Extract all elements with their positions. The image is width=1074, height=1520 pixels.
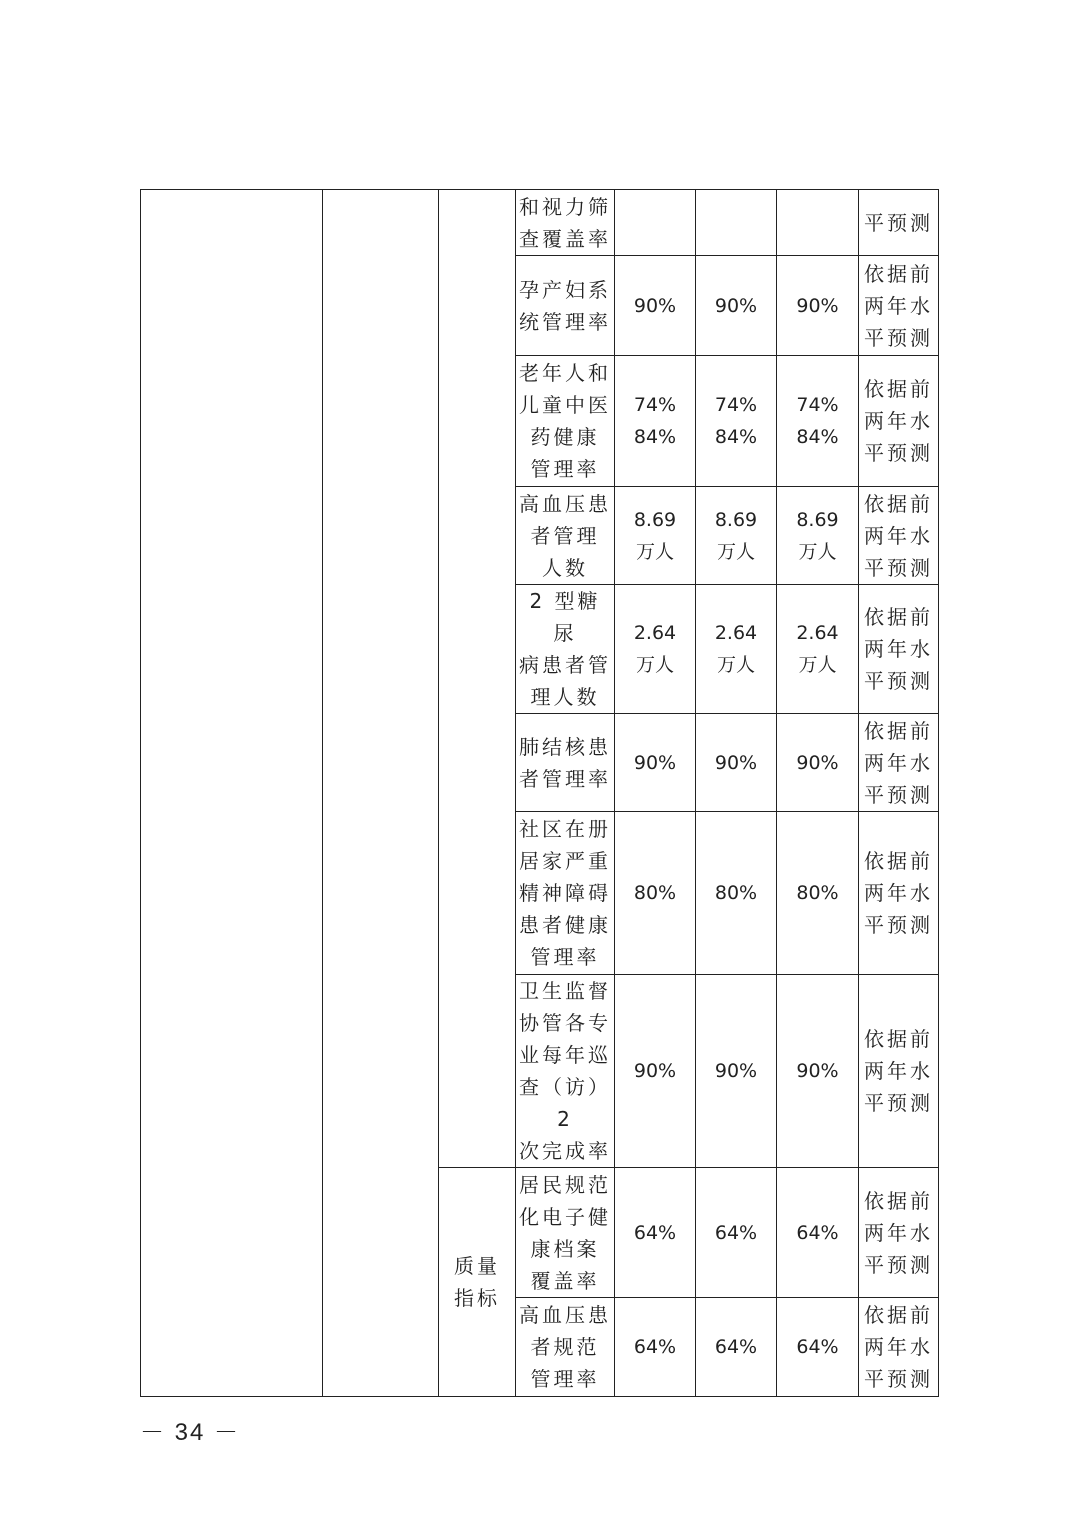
- indicator-name-line: 查（访）2: [519, 1075, 611, 1131]
- basis-note-line: 依据前: [864, 849, 933, 873]
- value-year1-line: 万人: [635, 540, 674, 563]
- indicator-name-line: 病患者管: [519, 653, 611, 677]
- value-year1: [615, 1168, 696, 1298]
- basis-note-line: 依据前: [864, 605, 933, 629]
- indicator-name-line: 人数: [542, 555, 588, 580]
- basis-note-line: 两年水: [864, 637, 933, 661]
- basis-note: [859, 714, 939, 812]
- value-year1-line: 74%: [633, 394, 677, 416]
- value-year3: [777, 487, 859, 585]
- indicator-name: [516, 487, 615, 585]
- indicator-name-line: 化电子健: [519, 1204, 611, 1229]
- indicator-name-line: 康档案: [530, 1236, 600, 1261]
- category-cell: [439, 1168, 516, 1397]
- indicator-name: [516, 1168, 615, 1298]
- indicator-name-line: 老年人和: [519, 361, 611, 385]
- basis-note-line: 两年水: [864, 1220, 933, 1245]
- indicator-name: [516, 975, 615, 1168]
- indicator-name-line: 协管各专: [519, 1011, 611, 1035]
- value-year2: [696, 1168, 777, 1298]
- basis-note-line: 依据前: [864, 718, 933, 743]
- value-year3: [777, 975, 859, 1168]
- indicator-name: [516, 190, 615, 256]
- basis-note: [859, 1298, 939, 1397]
- value-year1-line: 万人: [635, 654, 674, 676]
- basis-note: [859, 256, 939, 356]
- category-cell-line: 质量: [454, 1254, 500, 1278]
- value-year2: [696, 1298, 777, 1397]
- indicator-name: [516, 356, 615, 487]
- indicator-name-line: 药健康: [530, 425, 600, 449]
- table-row: [141, 190, 939, 256]
- indicator-name: [516, 1298, 615, 1397]
- value-year1: [615, 1298, 696, 1397]
- value-year3-line: 万人: [798, 540, 837, 563]
- value-year1: [615, 812, 696, 975]
- basis-note-line: 平预测: [864, 1367, 933, 1391]
- value-year1-line: 64%: [633, 1221, 677, 1244]
- indicator-name-line: 管理率: [530, 945, 600, 969]
- basis-note-line: 平预测: [864, 1091, 933, 1115]
- basis-note-line: 两年水: [864, 1059, 933, 1083]
- value-year2-line: 64%: [714, 1336, 758, 1358]
- value-year2: [696, 714, 777, 812]
- indicator-name-line: 者管理: [530, 523, 600, 548]
- indicator-name-line: 卫生监督: [519, 979, 611, 1003]
- basis-note: [859, 585, 939, 714]
- indicator-name: [516, 256, 615, 356]
- value-year3: [777, 585, 859, 714]
- value-year1: [615, 190, 696, 256]
- indicator-name-line: 者规范: [530, 1335, 600, 1359]
- basis-note-line: 平预测: [864, 325, 933, 350]
- basis-note: [859, 812, 939, 975]
- indicator-name-line: 居民规范: [519, 1172, 611, 1197]
- value-year1-line: 90%: [633, 1060, 677, 1082]
- value-year3: [777, 356, 859, 487]
- value-year1: [615, 585, 696, 714]
- value-year3-line: 万人: [798, 654, 837, 676]
- value-year3: [777, 1168, 859, 1298]
- basis-note-line: 依据前: [864, 1027, 933, 1051]
- value-year3: [777, 256, 859, 356]
- basis-note-line: 两年水: [864, 750, 933, 775]
- basis-note: [859, 487, 939, 585]
- basis-note-line: 两年水: [864, 523, 933, 548]
- value-year2: [696, 256, 777, 356]
- value-year2-line: 84%: [714, 426, 758, 448]
- value-year2-line: 万人: [716, 654, 755, 676]
- value-year2: [696, 356, 777, 487]
- indicator-name-line: 统管理率: [519, 309, 611, 334]
- value-year3-line: 64%: [796, 1336, 839, 1358]
- basis-note-line: 两年水: [864, 293, 933, 318]
- value-year2: [696, 487, 777, 585]
- value-year2-line: 90%: [714, 751, 758, 774]
- value-year3-line: 90%: [796, 751, 839, 774]
- value-year3: [777, 1298, 859, 1397]
- indicator-name-line: 管理率: [530, 1367, 600, 1391]
- value-year3: [777, 190, 859, 256]
- indicator-name-line: 高血压患: [519, 491, 611, 516]
- value-year3-line: 90%: [796, 294, 839, 317]
- indicator-name: [516, 585, 615, 714]
- indicator-name-line: 孕产妇系: [519, 277, 611, 302]
- category-cell-blank: [439, 190, 516, 1168]
- value-year1-line: 2.64: [633, 622, 677, 644]
- indicator-name-line: 居家严重: [519, 849, 611, 873]
- value-year1-line: 80%: [633, 882, 677, 904]
- basis-note-line: 平预测: [864, 555, 933, 580]
- value-year2-line: 74%: [714, 394, 758, 416]
- indicator-name-line: 肺结核患: [519, 734, 611, 759]
- basis-note-line: 平预测: [864, 782, 933, 807]
- value-year1: [615, 256, 696, 356]
- basis-note: [859, 190, 939, 256]
- value-year3-line: 74%: [796, 394, 839, 416]
- value-year2-line: 90%: [714, 1060, 758, 1082]
- page-number: － 34 －: [140, 1419, 241, 1446]
- indicator-name-line: 2 型糖尿: [529, 589, 601, 645]
- category-cell-line: 指标: [454, 1286, 500, 1310]
- indicator-name-line: 者管理率: [519, 766, 611, 791]
- value-year2-line: 2.64: [714, 622, 758, 644]
- value-year3: [777, 714, 859, 812]
- indicator-name: [516, 812, 615, 975]
- basis-note-line: 平预测: [864, 441, 933, 465]
- value-year1: [615, 356, 696, 487]
- value-year3: [777, 812, 859, 975]
- level2-cell: [323, 190, 439, 1397]
- value-year2-line: 64%: [714, 1221, 758, 1244]
- indicator-name-line: 高血压患: [519, 1303, 611, 1327]
- value-year2-line: 80%: [714, 882, 758, 904]
- value-year3-line: 2.64: [796, 622, 839, 644]
- basis-note-line: 平预测: [864, 210, 933, 235]
- value-year2: [696, 812, 777, 975]
- basis-note-line: 平预测: [864, 913, 933, 937]
- value-year3-line: 8.69: [796, 508, 839, 531]
- indicator-name-line: 精神障碍: [519, 881, 611, 905]
- value-year2: [696, 190, 777, 256]
- value-year3-line: 90%: [796, 1060, 839, 1082]
- value-year1-line: 84%: [633, 426, 677, 448]
- value-year2: [696, 975, 777, 1168]
- value-year2-line: 8.69: [714, 508, 758, 531]
- basis-note-line: 依据前: [864, 1303, 933, 1327]
- value-year2-line: 万人: [716, 540, 755, 563]
- value-year1: [615, 975, 696, 1168]
- value-year1-line: 8.69: [633, 508, 677, 531]
- indicator-name-line: 儿童中医: [519, 393, 611, 417]
- value-year1: [615, 487, 696, 585]
- basis-note: [859, 356, 939, 487]
- value-year1: [615, 714, 696, 812]
- value-year3-line: 64%: [796, 1221, 839, 1244]
- indicator-name-line: 患者健康: [519, 913, 611, 937]
- indicator-name-line: 覆盖率: [530, 1268, 600, 1293]
- basis-note-line: 依据前: [864, 491, 933, 516]
- value-year3-line: 84%: [796, 426, 839, 448]
- basis-note-line: 平预测: [864, 669, 933, 693]
- basis-note-line: 平预测: [864, 1252, 933, 1277]
- indicator-name-line: 管理率: [530, 457, 600, 481]
- indicator-name: [516, 714, 615, 812]
- basis-note-line: 依据前: [864, 1188, 933, 1213]
- basis-note: [859, 975, 939, 1168]
- basis-note-line: 两年水: [864, 409, 933, 433]
- basis-note-line: 依据前: [864, 377, 933, 401]
- value-year1-line: 64%: [633, 1336, 677, 1358]
- value-year2-line: 90%: [714, 294, 758, 317]
- basis-note-line: 两年水: [864, 881, 933, 905]
- value-year1-line: 90%: [633, 294, 677, 317]
- indicator-name-line: 业每年巡: [519, 1043, 611, 1067]
- level1-cell: [141, 190, 323, 1397]
- basis-note: [859, 1168, 939, 1298]
- indicator-name-line: 次完成率: [519, 1139, 611, 1163]
- value-year3-line: 80%: [796, 882, 839, 904]
- indicator-name-line: 理人数: [530, 685, 600, 709]
- indicator-name-line: 社区在册: [519, 817, 611, 841]
- value-year1-line: 90%: [633, 751, 677, 774]
- indicator-table: [140, 189, 939, 1397]
- value-year2: [696, 585, 777, 714]
- basis-note-line: 两年水: [864, 1335, 933, 1359]
- basis-note-line: 依据前: [864, 261, 933, 286]
- indicator-name-line: 查覆盖率: [519, 226, 611, 251]
- indicator-name-line: 和视力筛: [519, 194, 611, 219]
